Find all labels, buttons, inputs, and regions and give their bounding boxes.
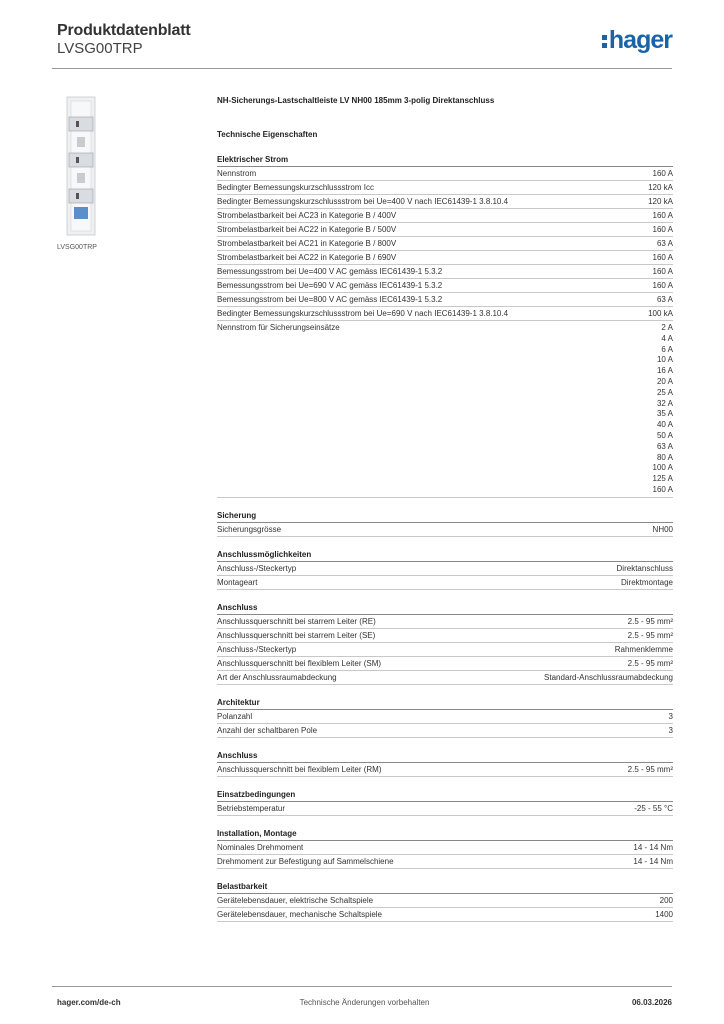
spec-value: 63 A xyxy=(656,239,673,248)
section-title: Architektur xyxy=(217,698,673,710)
spec-value: 6 A xyxy=(661,344,673,354)
product-image xyxy=(57,95,105,237)
logo-text: hager xyxy=(608,26,672,54)
spec-row xyxy=(217,237,673,251)
spec-value: 2.5 - 95 mm² xyxy=(627,764,673,774)
spec-label: Bedingter Bemessungskurzschlussstrom bei Ue=400 V nach IEC61439-1 3.8.10.4 xyxy=(217,197,509,206)
spec-row xyxy=(217,908,673,922)
spec-value: 2.5 - 95 mm² xyxy=(627,630,673,640)
spec-value: 160 A xyxy=(652,225,673,234)
spec-value: 200 xyxy=(659,895,673,905)
spec-value: 100 A xyxy=(652,463,673,473)
spec-row xyxy=(217,223,673,237)
spec-label: Nominales Drehmoment xyxy=(217,842,304,852)
spec-label: Anzahl der schaltbaren Pole xyxy=(217,725,318,735)
spec-value: 160 A xyxy=(652,253,673,262)
spec-value-list xyxy=(653,323,673,496)
spec-row xyxy=(217,523,673,537)
product-code: LVSG00TRP xyxy=(57,40,143,57)
spec-value: 120 kA xyxy=(648,197,673,206)
tech-properties-heading: Technische Eigenschaften xyxy=(217,130,318,139)
spec-row xyxy=(217,671,673,685)
spec-value: 125 A xyxy=(652,474,673,484)
spec-label: Sicherungsgrösse xyxy=(217,524,282,534)
spec-section xyxy=(217,511,673,537)
spec-value: 63 A xyxy=(656,441,673,451)
spec-value: 63 A xyxy=(656,295,673,304)
spec-label: Strombelastbarkeit bei AC22 in Kategorie B / 500V xyxy=(217,225,397,234)
spec-label: Strombelastbarkeit bei AC23 in Kategorie B / 400V xyxy=(217,211,397,220)
footer-divider xyxy=(52,986,672,987)
spec-row xyxy=(217,710,673,724)
spec-value: 2.5 - 95 mm² xyxy=(627,658,673,668)
spec-row xyxy=(217,195,673,209)
section-title: Sicherung xyxy=(217,511,673,523)
section-title: Anschluss xyxy=(217,751,673,763)
spec-label: Strombelastbarkeit bei AC22 in Kategorie B / 690V xyxy=(217,253,397,262)
spec-label: Anschluss-/Steckertyp xyxy=(217,644,297,654)
spec-label: Nennstrom xyxy=(217,169,257,178)
section-title: Elektrischer Strom xyxy=(217,155,673,167)
spec-row xyxy=(217,293,673,307)
spec-label: Anschlussquerschnitt bei starrem Leiter (RE) xyxy=(217,616,376,626)
spec-section xyxy=(217,603,673,685)
spec-label: Betriebstemperatur xyxy=(217,803,286,813)
spec-row xyxy=(217,657,673,671)
spec-label: Bedingter Bemessungskurzschlussstrom Icc xyxy=(217,183,374,192)
spec-value: 35 A xyxy=(656,409,673,419)
spec-label: Bedingter Bemessungskurzschlussstrom bei Ue=690 V nach IEC61439-1 3.8.10.4 xyxy=(217,309,509,318)
spec-row xyxy=(217,855,673,869)
spec-value: -25 - 55 °C xyxy=(634,803,673,813)
spec-value: 10 A xyxy=(656,355,673,365)
section-title: Installation, Montage xyxy=(217,829,673,841)
spec-value: 20 A xyxy=(656,376,673,386)
spec-label: Art der Anschlussraumabdeckung xyxy=(217,672,337,682)
page-header xyxy=(57,22,672,66)
hager-logo xyxy=(602,28,672,53)
spec-section xyxy=(217,829,673,869)
spec-row xyxy=(217,209,673,223)
spec-row xyxy=(217,841,673,855)
spec-label: Gerätelebensdauer, mechanische Schaltspiele xyxy=(217,909,382,919)
spec-section xyxy=(217,698,673,738)
spec-row xyxy=(217,629,673,643)
footer-note: Technische Änderungen vorbehalten xyxy=(299,998,430,1007)
footer-date: 06.03.2026 xyxy=(631,998,672,1007)
spec-value: 2 A xyxy=(661,323,673,332)
spec-value: Standard-Anschlussraumabdeckung xyxy=(544,672,673,682)
spec-label: Anschluss-/Steckertyp xyxy=(217,563,297,573)
spec-section xyxy=(217,751,673,777)
spec-label: Bemessungsstrom bei Ue=690 V AC gemäss IEC61439-1 5.3.2 xyxy=(217,281,443,290)
section-title: Anschlussmöglichkeiten xyxy=(217,550,673,562)
spec-section xyxy=(217,550,673,590)
spec-section xyxy=(217,155,673,498)
spec-label: Drehmoment zur Befestigung auf Sammelschiene xyxy=(217,856,394,866)
spec-value: 160 A xyxy=(652,211,673,220)
spec-value: 40 A xyxy=(656,420,673,430)
spec-value: 2.5 - 95 mm² xyxy=(627,616,673,626)
spec-row xyxy=(217,576,673,590)
image-caption: LVSG00TRP xyxy=(57,244,97,251)
section-title: Belastbarkeit xyxy=(217,882,673,894)
spec-value: Direktmontage xyxy=(620,577,673,587)
spec-label: Anschlussquerschnitt bei starrem Leiter (SE) xyxy=(217,630,376,640)
logo-colon-mark xyxy=(602,33,608,48)
spec-sections xyxy=(217,155,673,922)
spec-content xyxy=(217,96,673,935)
spec-value: 3 xyxy=(668,725,673,735)
document-title: Produktdatenblatt xyxy=(57,22,191,39)
spec-row xyxy=(217,167,673,181)
spec-section xyxy=(217,882,673,922)
spec-row xyxy=(217,724,673,738)
spec-row xyxy=(217,181,673,195)
header-divider xyxy=(52,68,672,69)
spec-value: 1400 xyxy=(655,909,673,919)
spec-label: Anschlussquerschnitt bei flexiblem Leiter (RM) xyxy=(217,764,382,774)
spec-value: Rahmenklemme xyxy=(614,644,673,654)
spec-row xyxy=(217,802,673,816)
spec-value: 14 - 14 Nm xyxy=(633,856,673,866)
spec-row xyxy=(217,279,673,293)
spec-row xyxy=(217,265,673,279)
spec-label: Nennstrom für Sicherungseinsätze xyxy=(217,323,340,332)
section-title: Einsatzbedingungen xyxy=(217,790,673,802)
spec-value: 160 A xyxy=(652,281,673,290)
spec-label: Bemessungsstrom bei Ue=400 V AC gemäss IEC61439-1 5.3.2 xyxy=(217,267,443,276)
footer-website[interactable]: hager.com/de-ch xyxy=(57,998,121,1007)
spec-value: 160 A xyxy=(652,267,673,276)
section-title: Anschluss xyxy=(217,603,673,615)
spec-value: 160 A xyxy=(652,484,673,494)
spec-label: Anschlussquerschnitt bei flexiblem Leiter (SM) xyxy=(217,658,382,668)
spec-value: 100 kA xyxy=(648,309,673,318)
spec-value: 80 A xyxy=(656,452,673,462)
spec-label: Gerätelebensdauer, elektrische Schaltspiele xyxy=(217,895,374,905)
spec-value: 25 A xyxy=(656,387,673,397)
spec-value: NH00 xyxy=(652,524,673,534)
spec-value: 120 kA xyxy=(648,183,673,192)
spec-value: 32 A xyxy=(656,398,673,408)
spec-value: 16 A xyxy=(656,366,673,376)
spec-row xyxy=(217,251,673,265)
spec-section xyxy=(217,790,673,816)
spec-row-multi xyxy=(217,321,673,498)
spec-value: 160 A xyxy=(652,169,673,178)
spec-row xyxy=(217,307,673,321)
spec-value: 50 A xyxy=(656,430,673,440)
spec-value: 14 - 14 Nm xyxy=(633,842,673,852)
spec-label: Polanzahl xyxy=(217,711,253,721)
spec-row xyxy=(217,894,673,908)
spec-label: Bemessungsstrom bei Ue=800 V AC gemäss IEC61439-1 5.3.2 xyxy=(217,295,443,304)
spec-row xyxy=(217,562,673,576)
spec-label: Strombelastbarkeit bei AC21 in Kategorie B / 800V xyxy=(217,239,397,248)
product-description: NH-Sicherungs-Lastschaltleiste LV NH00 185mm 3-polig Direktanschluss xyxy=(217,96,495,105)
spec-value: Direktanschluss xyxy=(616,563,673,573)
spec-row xyxy=(217,643,673,657)
spec-value: 4 A xyxy=(661,333,673,343)
spec-row xyxy=(217,763,673,777)
spec-row xyxy=(217,615,673,629)
spec-value: 3 xyxy=(668,711,673,721)
spec-label: Montageart xyxy=(217,577,258,587)
